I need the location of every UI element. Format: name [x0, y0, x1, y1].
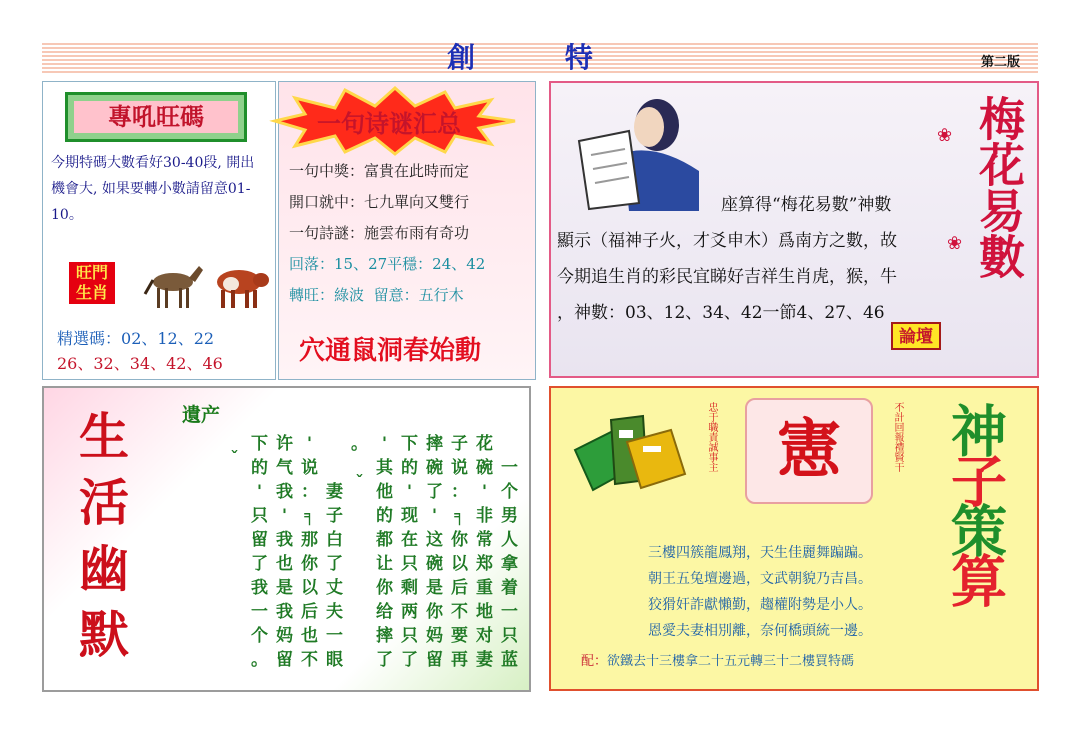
line5-value2: 五行木 [418, 286, 464, 304]
story-char: 眼 [326, 650, 343, 670]
line5-label2: 留意： [373, 286, 419, 304]
story-char: 也 [276, 554, 293, 574]
text-line3: 今期追生肖的彩民宜睇好吉祥生肖虎，猴，牛 [557, 267, 897, 287]
poem-text [595, 540, 925, 644]
story-char: ' [431, 506, 438, 526]
story-char: 以 [301, 578, 318, 598]
story-char: 剩 [401, 578, 418, 598]
story-char: ： [301, 482, 318, 502]
story-char [222, 624, 247, 648]
panel-title-frame [65, 92, 247, 142]
story-char: ： [451, 482, 468, 502]
story-char: 留 [251, 530, 268, 550]
story-char [347, 504, 372, 528]
story-char: 花 [476, 434, 493, 454]
header-bar [42, 43, 1038, 73]
story-char: 摔 [426, 434, 443, 454]
riddle-summary-panel [278, 81, 536, 380]
story-char: 是 [426, 578, 443, 598]
story-text-grid [222, 432, 522, 672]
story-char: 非 [476, 506, 493, 526]
story-char [322, 432, 347, 456]
story-char: 不 [451, 602, 468, 622]
story-char: 个 [501, 482, 518, 502]
selected-numbers [57, 326, 267, 376]
story-char: 个 [251, 626, 268, 646]
story-char: 也 [301, 626, 318, 646]
story-char: 你 [426, 602, 443, 622]
poem-line3: 狡猾奸詐獻懶勤，趨權附勢是小人。 [648, 597, 872, 613]
story-char: 说 [451, 458, 468, 478]
story-char: ˯ [230, 434, 239, 454]
zodiac-tag-line1: 旺門 [75, 263, 108, 282]
line2-value: 七九單向又雙行 [364, 193, 470, 211]
story-char: 留 [276, 650, 293, 670]
story-char [347, 576, 372, 600]
story-char: 说 [301, 458, 318, 478]
story-char: 男 [501, 506, 518, 526]
story-char: 这 [426, 530, 443, 550]
story-char: 妻 [326, 482, 343, 502]
zodiac-tag [69, 262, 115, 304]
story-row [222, 504, 522, 528]
poem-line2: 朝王五兔壇邊過，文武朝貌乃吉昌。 [648, 571, 872, 587]
text-line4: ，神數：03、12、34、42一節4、27、46 [557, 303, 885, 323]
vertical-motto-right: 不計回報禮賢干 [892, 402, 903, 472]
story-row [222, 528, 522, 552]
line4: 回落：15、27平穩：24、42 [289, 255, 486, 273]
line1-value: 富貴在此時而定 [364, 162, 470, 180]
story-row [222, 552, 522, 576]
panel-title: 專吼旺碼 [74, 101, 238, 133]
story-row [222, 576, 522, 600]
story-char: ' [256, 482, 263, 502]
story-char: 其 [376, 458, 393, 478]
story-char: ╕ [304, 506, 315, 526]
story-char: 人 [501, 530, 518, 550]
story-char: 夫 [326, 602, 343, 622]
story-char: 只 [401, 554, 418, 574]
horse-icon [145, 266, 203, 308]
story-char: 常 [476, 530, 493, 550]
story-char: 都 [376, 530, 393, 550]
line2-label: 開口就中： [289, 193, 365, 211]
story-char: 白 [326, 530, 343, 550]
vertical-title: 梅花易數 [972, 95, 1026, 279]
story-char: ╕ [454, 506, 465, 526]
story-char: 一 [501, 602, 518, 622]
story-char: 的 [251, 458, 268, 478]
vertical-title: 生活幽默 [71, 410, 130, 674]
page-title: 創 特 [447, 41, 633, 74]
story-char: 我 [276, 482, 293, 502]
title-char-1: 神 [942, 402, 1008, 452]
books-illustration [571, 410, 691, 500]
story-char: 妈 [276, 626, 293, 646]
story-char [222, 504, 247, 528]
story-char [322, 456, 347, 480]
story-char: 了 [251, 554, 268, 574]
story-char: 留 [426, 650, 443, 670]
title-char-4: 算 [942, 552, 1008, 602]
riddle-title: 一句诗谜汇总 [317, 109, 461, 138]
forecast-text: 今期特碼大數看好30-40段, 開出機會大, 如果要轉小數請留意01-10。 [51, 155, 255, 223]
story-char: 一 [251, 602, 268, 622]
riddle-banner: 穴通鼠洞春始動 [299, 336, 482, 366]
story-char: 只 [501, 626, 518, 646]
story-row [222, 432, 522, 456]
story-char [347, 600, 372, 624]
story-char: 碗 [476, 458, 493, 478]
story-char: 我 [251, 578, 268, 598]
story-char: 了 [401, 650, 418, 670]
story-char [222, 480, 247, 504]
forum-badge: 論壇 [891, 322, 941, 350]
story-char: 只 [251, 506, 268, 526]
story-char: 了 [376, 650, 393, 670]
story-char: 你 [301, 554, 318, 574]
story-char [347, 480, 372, 504]
story-char: 摔 [376, 626, 393, 646]
story-char: 下 [251, 434, 268, 454]
story-char: ' [306, 434, 313, 454]
story-char [222, 600, 247, 624]
story-char: 了 [426, 482, 443, 502]
line5-label: 轉旺： [289, 286, 335, 304]
story-char [347, 624, 372, 648]
story-char: 他 [376, 482, 393, 502]
story-char [222, 456, 247, 480]
story-char: 后 [451, 578, 468, 598]
line3-value: 施雲布雨有奇功 [364, 224, 470, 242]
story-char: 你 [376, 578, 393, 598]
story-char: 让 [376, 554, 393, 574]
story-char: 两 [401, 602, 418, 622]
line5-value: 綠波 [334, 286, 365, 304]
story-char: 我 [276, 602, 293, 622]
story-char: 一 [326, 626, 343, 646]
story-char: 地 [476, 602, 493, 622]
story-char: 了 [326, 554, 343, 574]
story-char: ' [481, 482, 488, 502]
line3-label: 一句詩謎： [289, 224, 365, 242]
story-char: 子 [451, 434, 468, 454]
story-char [347, 528, 372, 552]
story-char: ' [381, 434, 388, 454]
story-char: 下 [401, 434, 418, 454]
story-char: 碗 [426, 458, 443, 478]
humor-panel [42, 386, 531, 692]
story-row [222, 648, 522, 672]
story-char [222, 528, 247, 552]
story-char: 。 [251, 650, 268, 670]
story-char: ' [406, 482, 413, 502]
story-char: 我 [276, 530, 293, 550]
story-char [222, 576, 247, 600]
story-char: 拿 [501, 554, 518, 574]
story-char: 。 [351, 434, 368, 454]
story-char: 给 [376, 602, 393, 622]
story-char: ˯ [355, 458, 364, 478]
story-char: 妻 [476, 650, 493, 670]
story-char: 以 [451, 554, 468, 574]
story-char [347, 552, 372, 576]
story-char: 气 [276, 458, 293, 478]
story-char: 那 [301, 530, 318, 550]
text-line1: 座算得“梅花易數”神數 [721, 195, 892, 215]
story-char: 后 [301, 602, 318, 622]
story-char: 碗 [426, 554, 443, 574]
edition-label: 第二版 [980, 55, 1020, 70]
flower-icon: ❀ [937, 125, 953, 146]
plum-blossom-panel [549, 81, 1039, 378]
story-char: 再 [451, 650, 468, 670]
story-char: 的 [401, 458, 418, 478]
ox-icon [217, 270, 269, 308]
pairing-note [581, 650, 941, 669]
story-row [222, 600, 522, 624]
character-card: 憲 [745, 398, 873, 504]
story-char: 郑 [476, 554, 493, 574]
poem-line1: 三樓四簇龍鳳翔，天生佳麗舞蹁蹁。 [648, 545, 872, 561]
story-char: 丈 [326, 578, 343, 598]
forecast-text [557, 187, 947, 331]
flower-icon: ❀ [947, 233, 963, 254]
story-char: 许 [276, 434, 293, 454]
picks-line1: 02、12、22 [121, 329, 215, 348]
vertical-motto-left: 忠于職責誠事主 [706, 402, 717, 472]
lucky-number-panel [42, 81, 276, 380]
picks-label: 精選碼： [57, 329, 122, 348]
story-char: 着 [501, 578, 518, 598]
story-char: 重 [476, 578, 493, 598]
story-char: 只 [401, 626, 418, 646]
story-row [222, 456, 522, 480]
story-heading: 遺产 [182, 404, 221, 426]
text-line2: 顯示（福神子火，才爻申木）爲南方之數，故 [557, 231, 897, 251]
poem-line4: 恩愛夫妻相別離，奈何橋頭統一邊。 [648, 623, 872, 639]
story-row [222, 624, 522, 648]
riddle-lines [289, 156, 533, 311]
note-label: 配： [581, 654, 608, 669]
story-char: 不 [301, 650, 318, 670]
story-char: 对 [476, 626, 493, 646]
horse-and-ox-illustration [139, 260, 271, 312]
story-char: 一 [501, 458, 518, 478]
story-char: 你 [451, 530, 468, 550]
story-char: 在 [401, 530, 418, 550]
story-row [222, 480, 522, 504]
note-text: 欲鐵去十三樓拿二十五元轉三十二樓買特碼 [607, 654, 855, 669]
story-char [347, 648, 372, 672]
title-char-2: 子 [942, 452, 1008, 502]
story-char: ' [281, 506, 288, 526]
story-char: 是 [276, 578, 293, 598]
divine-strategy-panel [549, 386, 1039, 691]
story-char: 的 [376, 506, 393, 526]
vertical-title [941, 402, 1009, 602]
story-char: 子 [326, 506, 343, 526]
story-char: 妈 [426, 626, 443, 646]
line1-label: 一句中獎： [289, 162, 365, 180]
story-char: 蓝 [501, 650, 518, 670]
story-char: 要 [451, 626, 468, 646]
story-char: 现 [401, 506, 418, 526]
picks-line2: 26、32、34、42、46 [57, 354, 223, 373]
zodiac-tag-line2: 生肖 [75, 283, 108, 302]
story-char [222, 552, 247, 576]
title-char-3: 策 [942, 502, 1008, 552]
story-char [222, 648, 247, 672]
